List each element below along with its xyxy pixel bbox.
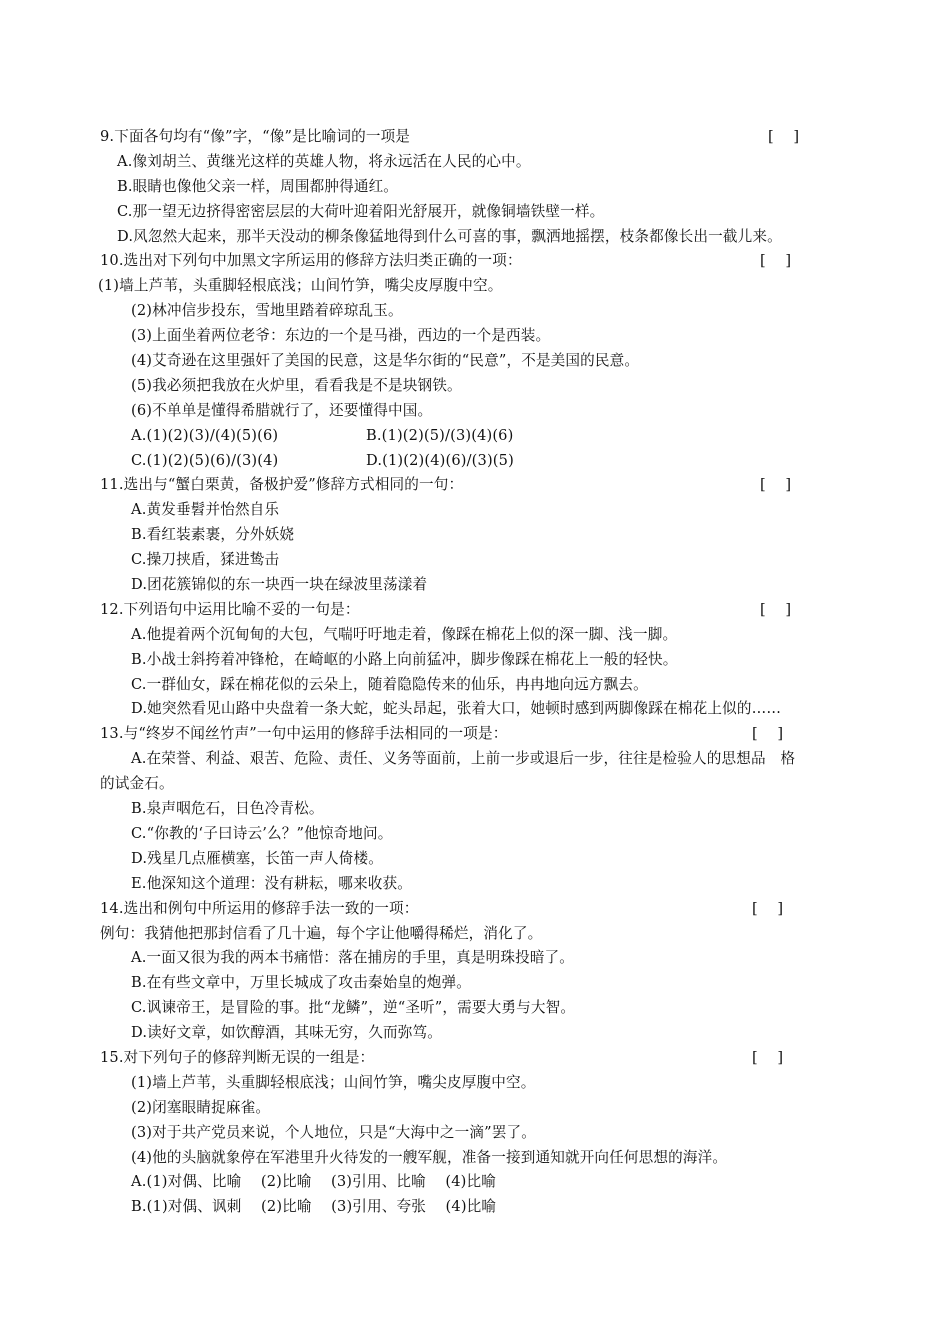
question-12-stem — [0, 598, 950, 623]
question-11-option-a: A.黄发垂髫并怡然自乐 — [131, 501, 280, 519]
question-14-option-c: C.讽谏帝王，是冒险的事。批“龙鳞”，逆“圣听”，需要大勇与大智。 — [131, 999, 576, 1017]
question-13-text: 13.与“终岁不闻丝竹声”一句中运用的修辞手法相同的一项是： — [100, 725, 508, 743]
question-13-option-c: C.“你教的‘子曰诗云’么？”他惊奇地问。 — [131, 824, 393, 842]
question-12-option-b: B.小战士斜挎着冲锋枪，在崎岖的小路上向前猛冲，脚步像踩在棉花上一般的轻快。 — [131, 650, 678, 668]
question-13-option-b: B.泉声咽危石，日色冷青松。 — [131, 800, 324, 818]
question-9-option-d: D.风忽然大起来，那半天没动的柳条像猛地得到什么可喜的事，飘洒地摇摆，枝条都像长出一截儿来。 — [117, 227, 782, 245]
question-12-answer-bracket: [ ] — [760, 600, 792, 618]
question-10-sentence-1: (1)墙上芦苇，头重脚轻根底浅；山间竹笋，嘴尖皮厚腹中空。 — [98, 277, 503, 295]
question-14-stem — [0, 897, 950, 922]
question-10-option-c: C.(1)(2)(5)(6)/(3)(4) — [131, 451, 279, 469]
question-9-option-b: B.眼睛也像他父亲一样，周围都肿得通红。 — [117, 177, 399, 195]
question-10-sentence-6: (6)不单单是懂得希腊就行了，还要懂得中国。 — [131, 401, 433, 419]
question-11-option-b: B.看红装素裹，分外妖娆 — [131, 526, 295, 544]
question-13-answer-bracket: [ ] — [752, 725, 784, 743]
question-15-answer-bracket: [ ] — [752, 1048, 784, 1066]
question-12-option-a: A.他提着两个沉甸甸的大包，气喘吁吁地走着，像踩在棉花上似的深一脚、浅一脚。 — [131, 625, 678, 643]
question-14-example: 例句：我猜他把那封信看了几十遍，每个字让他嚼得稀烂，消化了。 — [100, 924, 543, 942]
question-10-answer-bracket: [ ] — [760, 252, 792, 270]
question-11-stem — [0, 473, 950, 498]
question-11-text: 11.选出与“蟹白栗黄，备极护爱”修辞方式相同的一句： — [100, 476, 464, 494]
question-15-option-a: A.(1)对偶、比喻 (2)比喻 (3)引用、比喻 (4)比喻 — [131, 1173, 496, 1191]
question-13-stem — [0, 722, 950, 747]
question-11-option-d: D.团花簇锦似的东一块西一块在绿波里荡漾着 — [131, 576, 428, 594]
question-14-option-d: D.读好文章，如饮醇酒，其味无穷，久而弥笃。 — [131, 1024, 442, 1042]
question-13-option-d: D.残星几点雁横塞，长笛一声人倚楼。 — [131, 849, 384, 867]
question-10-sentence-4: (4)艾奇逊在这里强奸了美国的民意，这是华尔街的“民意”，不是美国的民意。 — [131, 352, 640, 370]
question-9-text: 9.下面各句均有“像”字，“像”是比喻词的一项是 — [100, 128, 411, 145]
question-15-text: 15.对下列句子的修辞判断无误的一组是： — [100, 1048, 375, 1066]
question-11-answer-bracket: [ ] — [760, 476, 792, 494]
question-15-option-b: B.(1)对偶、讽刺 (2)比喻 (3)引用、夸张 (4)比喻 — [131, 1198, 497, 1216]
question-9-option-a: A.像刘胡兰、黄继光这样的英雄人物，将永远活在人民的心中。 — [117, 152, 531, 170]
question-14-answer-bracket: [ ] — [752, 899, 784, 917]
question-11-option-c: C.操刀挟盾，猱进鸷击 — [131, 551, 280, 569]
question-13-option-a: A.在荣誉、利益、艰苦、危险、责任、义务等面前，上前一步或退后一步，往往是检验人的思想品 格 — [131, 750, 796, 768]
question-10-option-d: D.(1)(2)(4)(6)/(3)(5) — [366, 451, 514, 469]
question-9-option-c: C.那一望无边挤得密密层层的大荷叶迎着阳光舒展开，就像铜墙铁壁一样。 — [117, 202, 605, 220]
question-10-sentence-2: (2)林冲信步投东，雪地里踏着碎琼乱玉。 — [131, 302, 403, 320]
question-10-sentence-5: (5)我必须把我放在火炉里，看看我是不是块钢铁。 — [131, 376, 462, 394]
question-15-sentence-2: (2)闭塞眼睛捉麻雀。 — [131, 1098, 271, 1116]
question-14-option-b: B.在有些文章中，万里长城成了攻击秦始皇的炮弹。 — [131, 974, 472, 992]
question-13-option-a-continued: 的试金石。 — [100, 775, 174, 793]
question-15-sentence-3: (3)对于共产党员来说，个人地位，只是“大海中之一滴”罢了。 — [131, 1123, 536, 1141]
question-15-stem — [0, 1046, 950, 1071]
question-13-option-e: E.他深知这个道理：没有耕耘，哪来收获。 — [131, 874, 412, 892]
question-10-sentence-3: (3)上面坐着两位老爷：东边的一个是马褂，西边的一个是西装。 — [131, 327, 551, 345]
question-10-text: 10.选出对下列句中加黑文字所运用的修辞方法归类正确的一项： — [100, 252, 522, 270]
question-14-option-a: A.一面又很为我的两本书痛惜：落在捕房的手里，真是明珠投暗了。 — [131, 949, 575, 967]
question-9-answer-bracket: [ ] — [768, 128, 800, 145]
question-15-sentence-4: (4)他的头脑就象停在军港里升火待发的一艘军舰，准备一接到通知就开向任何思想的海洋。 — [131, 1148, 728, 1166]
question-12-option-c: C.一群仙女，踩在棉花似的云朵上，随着隐隐传来的仙乐，冉冉地向远方飘去。 — [131, 675, 648, 693]
question-10-options-row-2 — [0, 449, 950, 474]
question-10-options-row-1 — [0, 424, 950, 449]
question-9-stem — [0, 125, 950, 150]
exam-page — [0, 125, 950, 1220]
question-12-option-d: D.她突然看见山路中央盘着一条大蛇，蛇头昂起，张着大口，她顿时感到两脚像踩在棉花上似的…… — [131, 700, 782, 718]
question-12-text: 12.下列语句中运用比喻不妥的一句是： — [100, 600, 360, 618]
question-14-text: 14.选出和例句中所运用的修辞手法一致的一项： — [100, 899, 419, 917]
question-10-option-b: B.(1)(2)(5)/(3)(4)(6) — [366, 426, 514, 444]
question-10-option-a: A.(1)(2)(3)/(4)(5)(6) — [131, 426, 279, 444]
question-10-stem — [0, 249, 950, 274]
question-15-sentence-1: (1)墙上芦苇，头重脚轻根底浅；山间竹笋，嘴尖皮厚腹中空。 — [131, 1073, 536, 1091]
